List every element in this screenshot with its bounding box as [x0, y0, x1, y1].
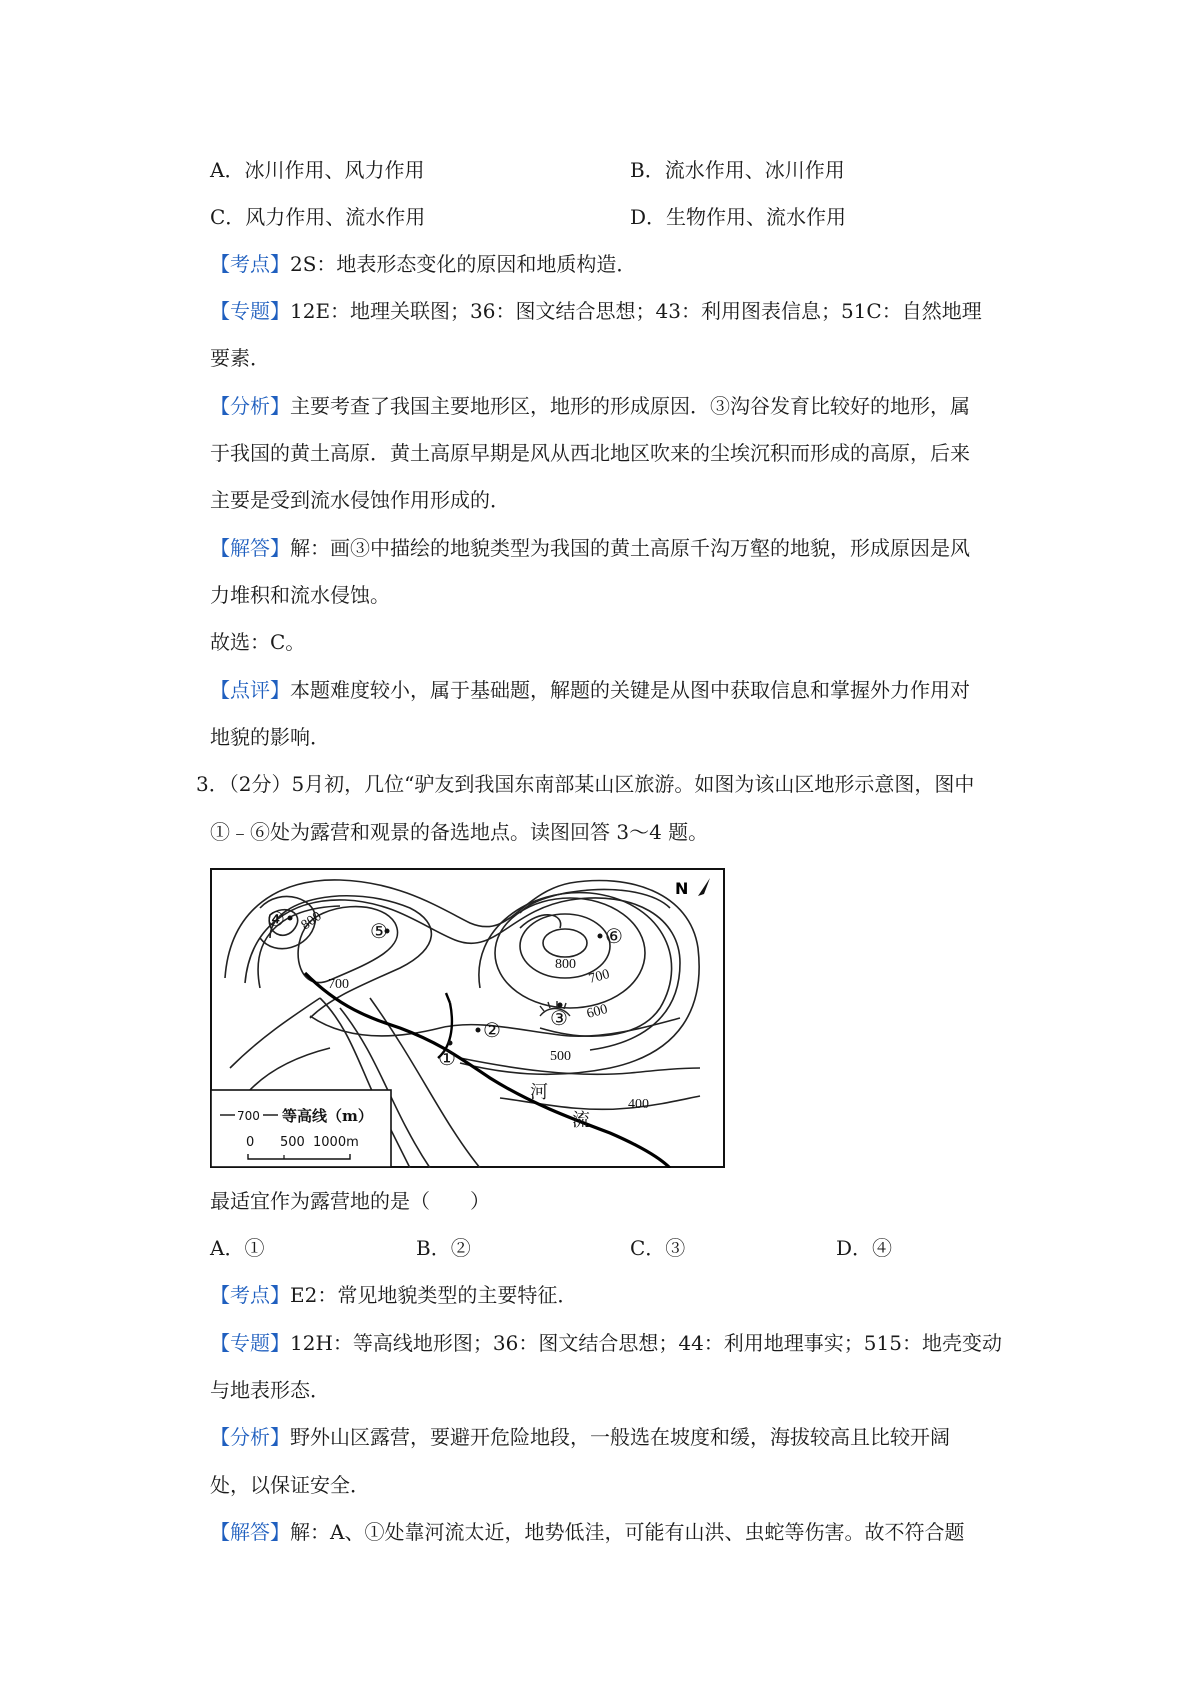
contour-label-700-left: 700: [328, 977, 349, 992]
q3-question: 最适宜作为露营地的是（ ）: [210, 1189, 490, 1213]
point-2: ②: [483, 1018, 501, 1042]
q3-option-b: B．②: [416, 1236, 471, 1260]
q2-fenxi-cont-2: 主要是受到流水侵蚀作用形成的．: [210, 488, 510, 512]
q2-jieda: 【解答】解：画③中描绘的地貌类型为我国的黄土高原千沟万壑的地貌，形成原因是风: [210, 536, 970, 560]
contour-label-400: 400: [628, 1097, 649, 1112]
q2-zhuanti: 【专题】12E：地理关联图；36：图文结合思想；43：利用图表信息；51C：自然地理: [210, 299, 982, 323]
contour-label-700-right: 700: [587, 966, 612, 987]
q3-option-c: C．③: [630, 1236, 686, 1260]
q3-kaodian: 【考点】E2：常见地貌类型的主要特征．: [210, 1283, 578, 1307]
q2-kaodian: 【考点】2S：地表形态变化的原因和地质构造．: [210, 252, 637, 276]
q3-fenxi-cont: 处，以保证安全．: [210, 1473, 370, 1497]
q2-answer: 故选：C。: [210, 630, 306, 654]
q2-option-b: B．流水作用、冰川作用: [630, 158, 845, 182]
contour-label-800-right: 800: [555, 957, 576, 972]
q3-stem: 3．（2分）5月初，几位“驴友到我国东南部某山区旅游。如图为该山区地形示意图，图中: [196, 772, 975, 796]
legend-sample: 700: [237, 1109, 260, 1123]
point-5: ⑤: [370, 919, 388, 943]
q3-zhuanti: 【专题】12H：等高线地形图；36：图文结合思想；44：利用地理事实；515：地壳变动: [210, 1331, 1002, 1355]
point-3: ③: [550, 1006, 568, 1030]
q3-option-d: D．④: [836, 1236, 893, 1260]
point-6: ⑥: [605, 924, 623, 948]
q3-fenxi: 【分析】野外山区露营，要避开危险地段，一般选在坡度和缓，海拔较高且比较开阔: [210, 1425, 950, 1449]
scale-0: 0: [246, 1135, 255, 1150]
contour-label-500: 500: [550, 1049, 571, 1064]
q2-zhuanti-cont: 要素．: [210, 346, 270, 370]
contour-label-800-left: 800: [298, 908, 325, 934]
scale-500: 500: [280, 1135, 305, 1150]
contour-label-600: 600: [585, 1001, 610, 1022]
contour-map-figure: [210, 868, 725, 1168]
river-label-he: 河: [530, 1082, 548, 1103]
q2-dianping: 【点评】本题难度较小，属于基础题，解题的关键是从图中获取信息和掌握外力作用对: [210, 678, 970, 702]
q2-fenxi: 【分析】主要考查了我国主要地形区，地形的形成原因．③沟谷发育比较好的地形，属: [210, 394, 970, 418]
q3-jieda: 【解答】解：A、①处靠河流太近，地势低洼，可能有山洪、虫蛇等伤害。故不符合题: [210, 1520, 965, 1544]
q3-option-a: A．①: [210, 1236, 265, 1260]
north-label: N: [675, 879, 689, 898]
legend-label: 等高线（m）: [282, 1107, 373, 1125]
q2-jieda-cont: 力堆积和流水侵蚀。: [210, 583, 390, 607]
q2-option-a: A．冰川作用、风力作用: [210, 158, 425, 182]
map-legend: [211, 1090, 391, 1167]
q2-dianping-cont: 地貌的影响．: [210, 725, 330, 749]
point-4: ④: [267, 907, 285, 931]
q2-option-c: C．风力作用、流水作用: [210, 205, 426, 229]
point-1: ①: [438, 1046, 456, 1070]
q3-stem-cont: ①﹣⑥处为露营和观景的备选地点。读图回答 3～4 题。: [210, 820, 709, 844]
q2-option-d: D．生物作用、流水作用: [630, 205, 847, 229]
river-label-liu: 流: [572, 1110, 590, 1131]
q2-fenxi-cont-1: 于我国的黄土高原．黄土高原早期是风从西北地区吹来的尘埃沉积而形成的高原，后来: [210, 441, 970, 465]
scale-1000: 1000m: [313, 1135, 359, 1150]
q3-zhuanti-cont: 与地表形态．: [210, 1378, 330, 1402]
